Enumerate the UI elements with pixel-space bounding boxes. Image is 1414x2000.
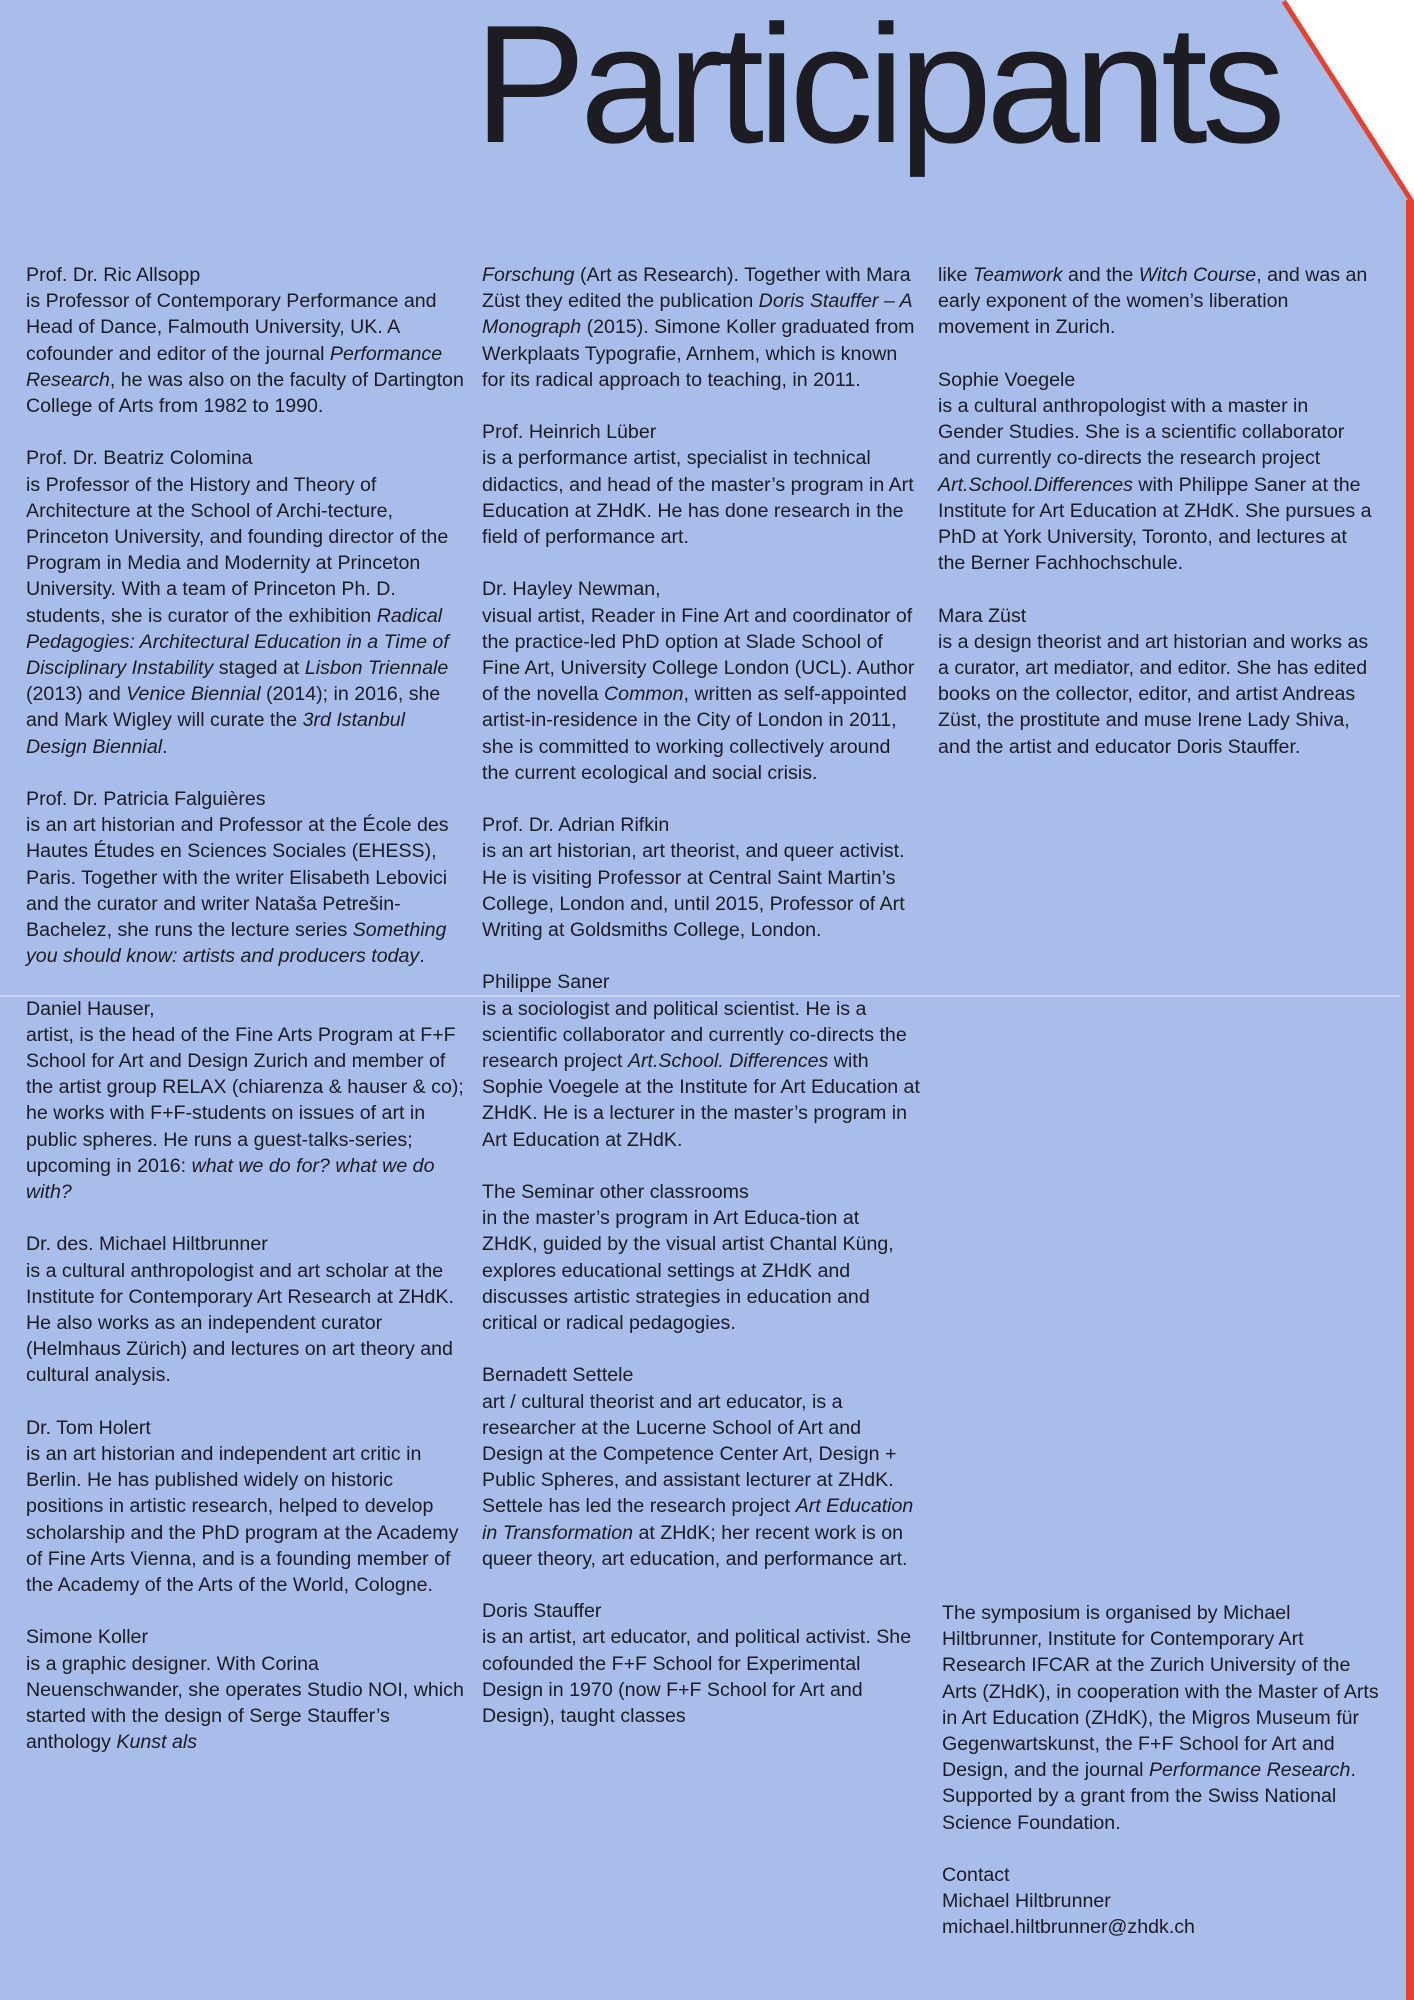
bio-text: (Art as Research). Together with Mara Züst they edited the publication bbox=[482, 264, 911, 313]
participant-name: Prof. Dr. Patricia Falguières bbox=[26, 788, 266, 811]
italic-text: Something you should know: artists and producers today bbox=[26, 919, 447, 968]
bio-text: is a cultural anthropologist and art scholar at the Institute for Contemporary Art Research at ZHdK. He also works as an independent curator (Helmhaus Zürich) and lectures on art theory and cultural analysis. bbox=[26, 1259, 454, 1387]
italic-text: Radical Pedagogies: Architectural Education in a Time of Disciplinary Instability bbox=[26, 604, 449, 680]
participant-entry bbox=[938, 367, 1376, 577]
participant-entry bbox=[26, 445, 464, 759]
participant-entry bbox=[482, 969, 920, 1152]
column-3 bbox=[938, 262, 1376, 786]
participant-bio bbox=[482, 445, 920, 550]
participant-entry bbox=[938, 262, 1376, 341]
bio-text: (2014); in 2016, she and Mark Wigley will curate the bbox=[26, 683, 441, 732]
participant-bio bbox=[26, 1651, 464, 1756]
italic-text: what we do for? what we do with? bbox=[26, 1154, 435, 1204]
bio-text: art / cultural theorist and art educator, is a researcher at the Lucerne School of Art and Design at the Competence Center Art, Design + Public Spheres, and assistant lecturer at ZHdK. Settele has led the research project bbox=[482, 1390, 897, 1518]
page-title: Participants bbox=[474, 0, 1280, 178]
bio-text: is an art historian and independent art critic in Berlin. He has published widely on historic positions in artistic research, helped to develop scholarship and the PhD program at the Academy of Fine Arts Vienna, and is a founding member of the Academy of the Arts of the World, Cologne. bbox=[26, 1443, 459, 1597]
participant-entry bbox=[482, 576, 920, 786]
bio-text: is a sociologist and political scientist. He is a scientific collaborator and currently co-directs the research project bbox=[482, 997, 907, 1073]
participant-bio bbox=[482, 262, 920, 393]
participant-name: Daniel Hauser, bbox=[26, 997, 155, 1020]
italic-text: Venice Biennial bbox=[126, 683, 261, 706]
participant-name: Bernadett Settele bbox=[482, 1364, 634, 1387]
participant-name: Dr. des. Michael Hiltbrunner bbox=[26, 1233, 268, 1256]
red-edge bbox=[1406, 200, 1414, 2000]
participant-bio bbox=[26, 472, 464, 760]
italic-text: Doris Stauffer – A Monograph bbox=[482, 290, 912, 339]
italic-text: Art.School. Differences bbox=[627, 1050, 829, 1073]
bio-text: with Sophie Voegele at the Institute for Art Education at ZHdK. He is a lecturer in the master’s program in Art Education at ZHdK. bbox=[482, 1050, 920, 1151]
participant-name: Prof. Dr. Adrian Rifkin bbox=[482, 814, 670, 837]
participant-entry bbox=[482, 262, 920, 393]
bio-text: like bbox=[938, 264, 973, 286]
participant-bio bbox=[482, 838, 920, 943]
participant-bio bbox=[942, 1600, 1380, 1836]
participant-name: Mara Züst bbox=[938, 604, 1027, 627]
participant-name: Dr. Tom Holert bbox=[26, 1416, 151, 1439]
participant-entry bbox=[482, 1362, 920, 1572]
participant-name: The Seminar other classrooms bbox=[482, 1181, 749, 1204]
italic-text: Common bbox=[604, 683, 684, 706]
participant-bio bbox=[482, 1624, 920, 1729]
participant-bio bbox=[938, 262, 1376, 341]
participant-bio bbox=[26, 288, 464, 419]
participant-bio bbox=[938, 629, 1376, 760]
participant-entry bbox=[482, 419, 920, 550]
participant-bio bbox=[26, 1441, 464, 1598]
bio-text: (2013) and bbox=[26, 683, 127, 706]
participant-entry bbox=[942, 1600, 1380, 1836]
participant-bio bbox=[26, 1022, 464, 1205]
italic-text: Teamwork bbox=[972, 264, 1063, 286]
bio-text: . bbox=[419, 945, 425, 968]
bio-text: staged at bbox=[213, 657, 305, 680]
participant-bio bbox=[482, 603, 920, 786]
bio-text: artist, is the head of the Fine Arts Program at F+F School for Art and Design Zurich and member of the artist group RELAX (chiarenza & hauser & co); he works with F+F-students on issues of art in public spheres. He runs a guest-talks-series; upcoming in 2016: bbox=[26, 1023, 464, 1177]
participant-bio bbox=[26, 1258, 464, 1389]
bio-text: visual artist, Reader in Fine Art and coordinator of the practice-led PhD option at Slade School of Fine Art, University College London (UCL). Author of the novella bbox=[482, 604, 915, 706]
participant-entry bbox=[26, 1624, 464, 1755]
bio-text: is an art historian, art theorist, and queer activist. He is visiting Professor at Central Saint Martin’s College, London and, until 2015, Professor of Art Writing at Goldsmiths College, London. bbox=[482, 840, 905, 942]
italic-text: Art.School.Differences bbox=[938, 473, 1133, 496]
participant-name: Prof. Dr. Ric Allsopp bbox=[26, 264, 201, 286]
participant-bio bbox=[26, 812, 464, 969]
italic-text: Art Education in Transformation bbox=[482, 1495, 914, 1544]
bio-text: (2015). Simone Koller graduated from Werkplaats Typografie, Arnhem, which is known for its radical approach to teaching, in 2011. bbox=[482, 316, 915, 391]
participant-bio bbox=[942, 1888, 1380, 1940]
bio-text: and the bbox=[1062, 264, 1139, 286]
bio-text: at ZHdK; her recent work is on queer theory, art education, and performance art. bbox=[482, 1521, 908, 1570]
bio-text: , he was also on the faculty of Dartington College of Arts from 1982 to 1990. bbox=[26, 368, 464, 418]
bio-text: , and was an early exponent of the women’s liberation movement in Zurich. bbox=[938, 264, 1368, 339]
bio-text: is a performance artist, specialist in technical didactics, and head of the master’s program in Art Education at ZHdK. He has done research in the field of performance art. bbox=[482, 447, 914, 549]
italic-text: Lisbon Triennale bbox=[304, 657, 449, 680]
bio-text: Michael Hiltbrunner bbox=[942, 1890, 1111, 1913]
bio-text: is an art historian and Professor at the École des Hautes Études en Sciences Sociales (EHESS), Paris. Together with the writer Elisabeth Lebovici and the curator and writer Nataša Petrešin-Bachelez, she runs the lecture series bbox=[26, 814, 449, 942]
bio-text: is a design theorist and art historian and works as a curator, art mediator, and editor. She has edited books on the collector, editor, and artist Andreas Züst, the prostitute and muse Irene Lady Shiva, and the artist and educator Doris Stauffer. bbox=[938, 630, 1369, 758]
participant-name: Contact bbox=[942, 1864, 1010, 1887]
bio-text: is a cultural anthropologist with a master in Gender Studies. She is a scientific collaborator and currently co-directs the research project bbox=[938, 395, 1345, 470]
participant-entry bbox=[482, 812, 920, 943]
participant-entry bbox=[26, 1415, 464, 1598]
bio-text: with Philippe Saner at the Institute for Art Education at ZHdK. She pursues a PhD at York University, Toronto, and lectures at the Berner Fachhochschule. bbox=[938, 473, 1372, 575]
participant-entry bbox=[938, 603, 1376, 760]
participant-name: Sophie Voegele bbox=[938, 368, 1076, 391]
participant-entry bbox=[26, 262, 464, 419]
bio-text: . bbox=[162, 735, 168, 758]
participant-entry bbox=[942, 1862, 1380, 1941]
participant-name: Doris Stauffer bbox=[482, 1600, 602, 1623]
participant-name: Prof. Dr. Beatriz Colomina bbox=[26, 447, 253, 470]
bio-text: , written as self-appointed artist-in-residence in the City of London in 2011, she is committed to working collectively around the current ecological and social crisis. bbox=[482, 683, 907, 784]
participant-entry bbox=[482, 1598, 920, 1729]
column-1 bbox=[26, 262, 464, 1782]
italic-text: Performance Research bbox=[26, 342, 443, 391]
participant-bio bbox=[482, 996, 920, 1153]
bio-text: is a graphic designer. With Corina Neuenschwander, she operates Studio NOI, which started with the design of Serge Stauffer’s anthology bbox=[26, 1652, 464, 1754]
participant-entry bbox=[26, 996, 464, 1206]
participant-name: Dr. Hayley Newman, bbox=[482, 578, 661, 601]
bio-text: michael.hiltbrunner@zhdk.ch bbox=[942, 1916, 1195, 1939]
participant-bio bbox=[938, 393, 1376, 576]
participant-entry bbox=[26, 1231, 464, 1388]
participant-bio bbox=[482, 1205, 920, 1336]
participant-bio bbox=[482, 1389, 920, 1572]
bio-text: . Supported by a grant from the Swiss National Science Foundation. bbox=[942, 1759, 1356, 1834]
column-3-colophon bbox=[942, 1600, 1380, 1967]
bio-text: The symposium is organised by Michael Hiltbrunner, Institute for Contemporary Art Research IFCAR at the Zurich University of the Arts (ZHdK), in cooperation with the Master of Arts in Art Education (ZHdK), the Migros Museum für Gegenwartskunst, the F+F School for Art and Design, and the journal bbox=[942, 1602, 1379, 1782]
participant-entry bbox=[482, 1179, 920, 1336]
italic-text: Witch Course bbox=[1138, 264, 1257, 286]
italic-text: Forschung bbox=[482, 264, 575, 286]
bio-text: is Professor of Contemporary Performance and Head of Dance, Falmouth University, UK. A cofounder and editor of the journal bbox=[26, 290, 437, 365]
participant-name: Philippe Saner bbox=[482, 971, 610, 994]
italic-text: 3rd Istanbul Design Biennial bbox=[26, 709, 405, 758]
bio-text: in the master’s program in Art Educa-tion at ZHdK, guided by the visual artist Chantal Küng, explores educational settings at ZHdK and discusses artistic strategies in education and critical or radical pedagogies. bbox=[482, 1207, 894, 1335]
italic-text: Kunst als bbox=[116, 1731, 198, 1754]
bio-text: is Professor of the History and Theory of Architecture at the School of Archi-tecture, Princeton University, and founding director of the Program in Media and Modernity at Princeton University. With a team of Princeton Ph. D. students, she is curator of the exhibition bbox=[26, 473, 449, 627]
bio-text: is an artist, art educator, and political activist. She cofounded the F+F School for Experimental Design in 1970 (now F+F School for Art and Design), taught classes bbox=[482, 1626, 912, 1728]
column-2 bbox=[482, 262, 920, 1755]
participant-name: Simone Koller bbox=[26, 1626, 148, 1649]
italic-text: Performance Research bbox=[1148, 1759, 1351, 1782]
participant-name: Prof. Heinrich Lüber bbox=[482, 421, 657, 444]
participant-entry bbox=[26, 786, 464, 969]
